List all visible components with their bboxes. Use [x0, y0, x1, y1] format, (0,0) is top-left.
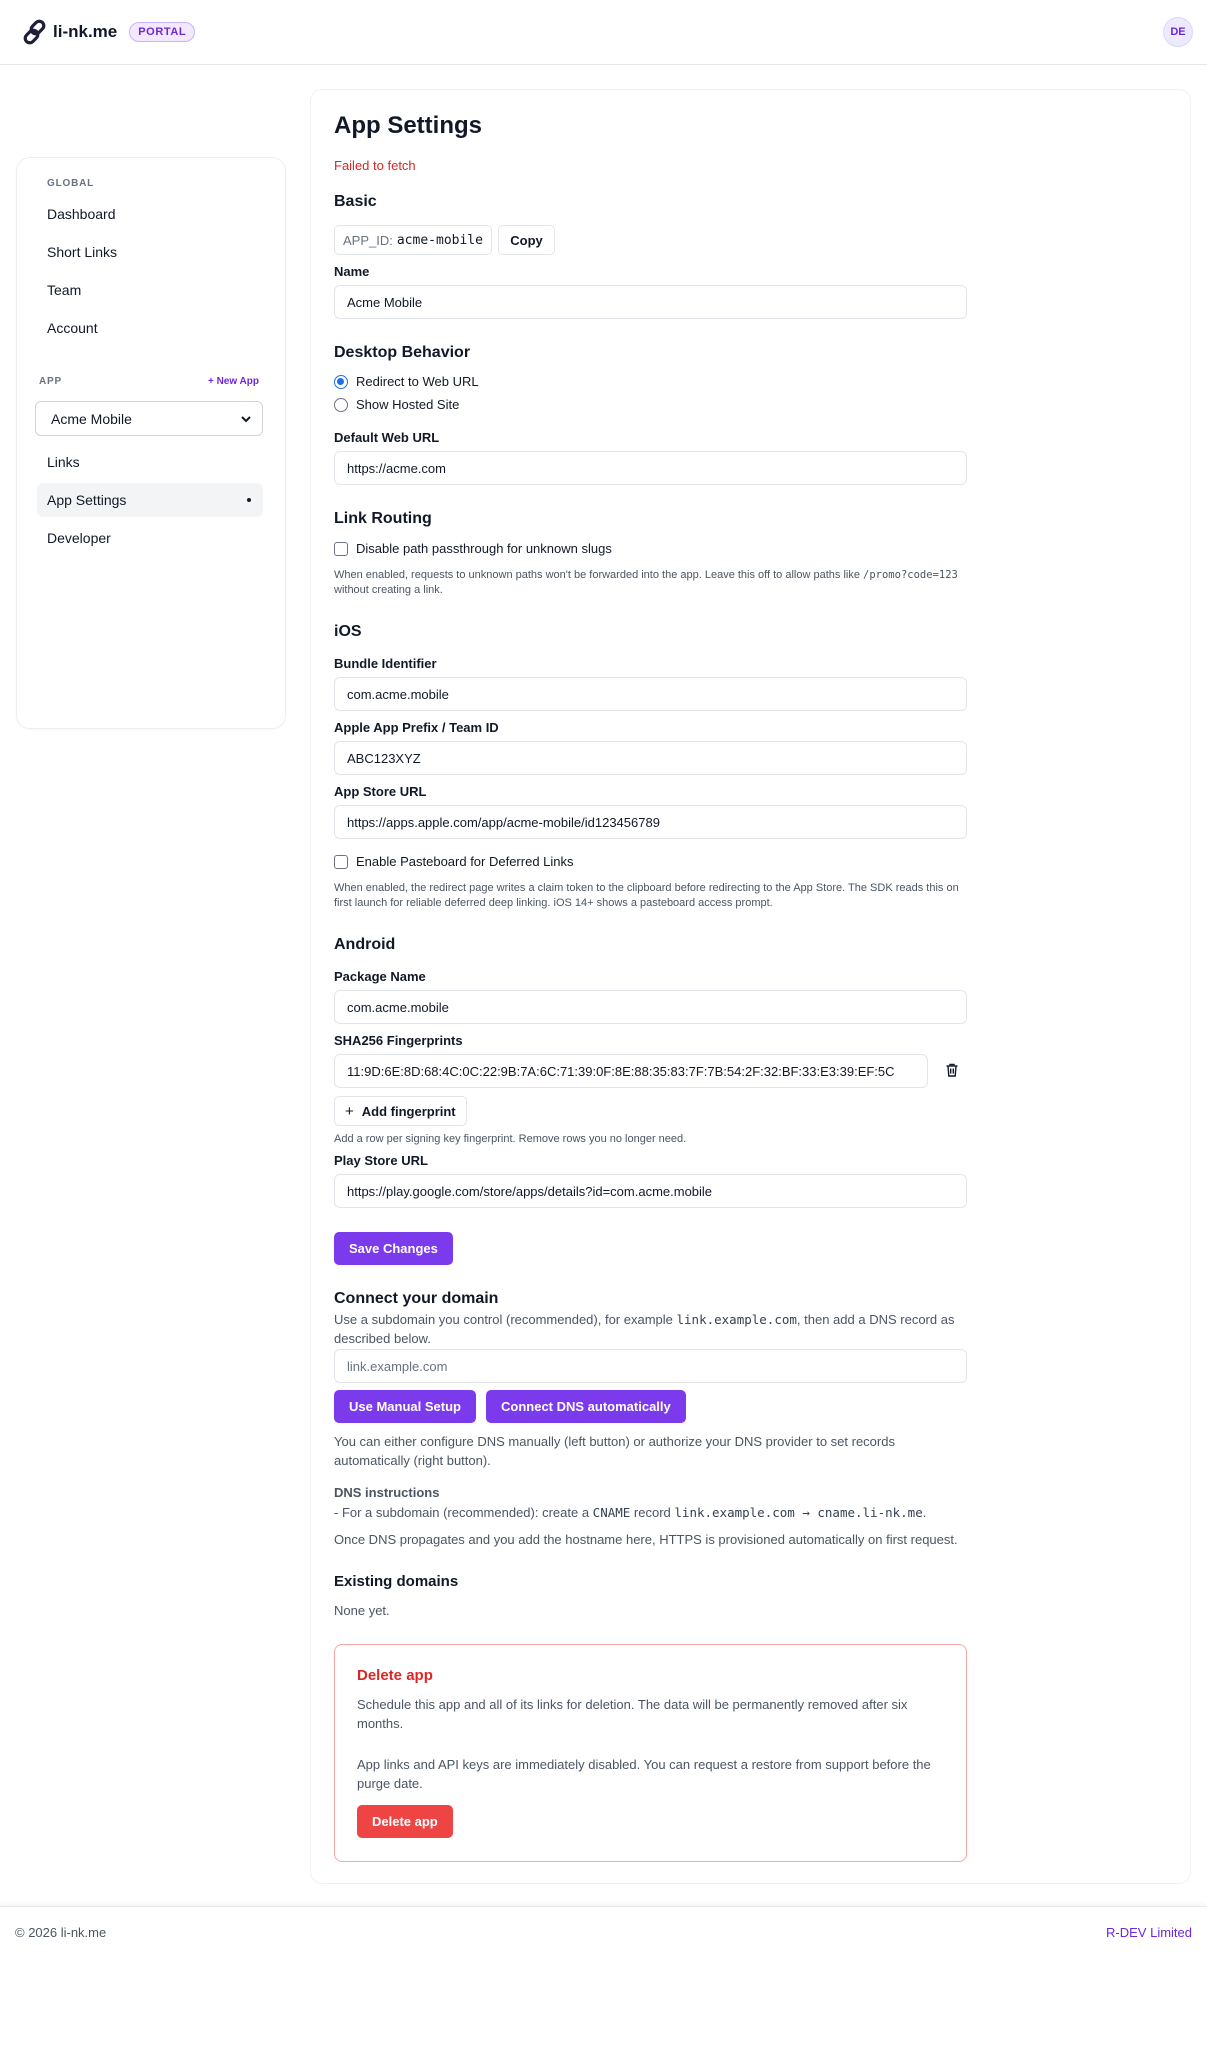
routing-help-text [334, 568, 974, 598]
team-id-label: Apple App Prefix / Team ID [334, 720, 499, 735]
chevron-down-icon [240, 413, 252, 425]
dns-instructions-title: DNS instructions [334, 1485, 440, 1500]
section-domain-heading: Connect your domain [334, 1290, 499, 1307]
fingerprint-help-text: Add a row per signing key fingerprint. Remove rows you no longer need. [334, 1133, 687, 1145]
sidebar-item-team[interactable] [37, 273, 263, 307]
app-id-label: APP_ID: [343, 232, 393, 248]
settings-card [310, 89, 1191, 1884]
domain-description [334, 1310, 974, 1348]
sidebar-item-label: Account [47, 320, 98, 336]
name-label: Name [334, 264, 370, 279]
plus-icon: + [345, 1102, 354, 1120]
delete-app-text-2: App links and API keys are immediately disabled. You can request a restore from support before the purge date. [357, 1757, 931, 1791]
section-android-heading: Android [334, 936, 396, 953]
name-input[interactable]: Acme Mobile [334, 285, 967, 319]
radio-redirect-label: Redirect to Web URL [356, 374, 479, 389]
package-name-label: Package Name [334, 969, 426, 984]
delete-app-title: Delete app [357, 1667, 433, 1684]
dns-propagate-text: Once DNS propagates and you add the hostname here, HTTPS is provisioned automatically on first request. [334, 1532, 958, 1547]
copy-app-id-button[interactable]: Copy [498, 225, 555, 255]
sidebar-item-links[interactable] [37, 445, 263, 479]
sidebar-item-label: Team [47, 282, 82, 298]
passthrough-checkbox-row[interactable] [334, 541, 612, 556]
default-url-input[interactable]: https://acme.com [334, 451, 967, 485]
top-bar [0, 0, 1207, 65]
app-select-value: Acme Mobile [51, 410, 132, 427]
sidebar-item-short-links[interactable] [37, 235, 263, 269]
routing-help-code: /promo?code=123 [863, 569, 958, 581]
brand-logo[interactable] [22, 19, 195, 45]
sidebar-item-app-settings[interactable] [37, 483, 263, 517]
add-fingerprint-label: Add fingerprint [361, 1103, 456, 1119]
sidebar-item-label: Dashboard [47, 206, 116, 222]
radio-hosted[interactable] [334, 398, 348, 412]
dns-code-record: link.example.com → cname.li-nk.me [674, 1505, 923, 1520]
package-name-input[interactable]: com.acme.mobile [334, 990, 967, 1024]
domain-input[interactable]: link.example.com [334, 1349, 967, 1383]
sha256-input[interactable]: 11:9D:6E:8D:68:4C:0C:22:9B:7A:6C:71:39:0F:8E:88:35:83:7F:7B:54:2F:32:BF:33:E3:39:EF:5C [334, 1054, 928, 1088]
domain-desc-post: , then add a DNS record as described below. [334, 1312, 955, 1346]
pasteboard-help-text: When enabled, the redirect page writes a claim token to the clipboard before redirecting to the App Store. The SDK reads this on first launch for reliable deferred deep linking. iOS 14+ shows a pasteboard access prompt. [334, 882, 959, 909]
save-changes-button[interactable]: Save Changes [334, 1232, 453, 1265]
routing-help-post: without creating a link. [334, 584, 443, 596]
brand-name: li-nk.me [53, 22, 118, 41]
app-store-url-input[interactable]: https://apps.apple.com/app/acme-mobile/id123456789 [334, 805, 967, 839]
bundle-id-label: Bundle Identifier [334, 656, 437, 671]
sidebar-item-label: Links [47, 454, 80, 470]
app-id-display [334, 225, 492, 255]
pasteboard-checkbox[interactable] [334, 855, 348, 869]
sidebar-item-developer[interactable] [37, 521, 263, 555]
existing-domains-heading: Existing domains [334, 1573, 459, 1590]
manual-setup-button[interactable]: Use Manual Setup [334, 1390, 476, 1423]
footer-copyright: © 2026 li-nk.me [15, 1925, 107, 1940]
sidebar-item-account[interactable] [37, 311, 263, 345]
trash-icon[interactable] [944, 1062, 960, 1078]
error-message: Failed to fetch [334, 158, 416, 173]
new-app-link[interactable]: + New App [207, 376, 259, 387]
section-basic-heading: Basic [334, 193, 377, 210]
routing-help-pre: When enabled, requests to unknown paths won't be forwarded into the app. Leave this off to allow paths like [334, 569, 864, 581]
dns-mid: record [630, 1505, 675, 1520]
section-desktop-heading: Desktop Behavior [334, 344, 471, 361]
active-dot [247, 498, 251, 502]
app-select[interactable] [35, 401, 263, 436]
app-id-value: acme-mobile [396, 232, 483, 248]
sidebar-item-dashboard[interactable] [37, 197, 263, 231]
radio-redirect[interactable] [334, 375, 348, 389]
radio-hosted-row[interactable] [334, 397, 459, 412]
connect-dns-button[interactable]: Connect DNS automatically [486, 1390, 686, 1423]
user-avatar[interactable]: DE [1163, 17, 1193, 47]
delete-app-text-1: Schedule this app and all of its links for deletion. The data will be permanently removed after six months. [357, 1697, 908, 1731]
pasteboard-checkbox-label: Enable Pasteboard for Deferred Links [356, 854, 574, 869]
page-title: App Settings [334, 112, 482, 139]
portal-badge: PORTAL [129, 22, 195, 42]
sha256-label: SHA256 Fingerprints [334, 1033, 463, 1048]
sidebar-section-app: APP [39, 376, 62, 387]
dns-pre: - For a subdomain (recommended): create a [334, 1505, 593, 1520]
domain-desc-pre: Use a subdomain you control (recommended), for example [334, 1312, 677, 1327]
passthrough-checkbox-label: Disable path passthrough for unknown slugs [356, 541, 612, 556]
section-routing-heading: Link Routing [334, 510, 432, 527]
sidebar [16, 157, 286, 729]
play-store-url-input[interactable]: https://play.google.com/store/apps/details?id=com.acme.mobile [334, 1174, 967, 1208]
dns-code-cname: CNAME [592, 1505, 631, 1520]
domain-desc-code: link.example.com [676, 1312, 797, 1327]
team-id-input[interactable]: ABC123XYZ [334, 741, 967, 775]
radio-hosted-label: Show Hosted Site [356, 397, 460, 412]
dns-post: . [922, 1505, 927, 1520]
existing-domains-empty: None yet. [334, 1603, 390, 1618]
pasteboard-checkbox-row[interactable] [334, 854, 574, 869]
footer [0, 1906, 1207, 2048]
passthrough-checkbox[interactable] [334, 542, 348, 556]
play-store-url-label: Play Store URL [334, 1153, 428, 1168]
sidebar-item-label: Developer [47, 530, 111, 546]
link-icon [22, 19, 48, 45]
sidebar-section-global: GLOBAL [47, 178, 95, 189]
delete-app-button[interactable]: Delete app [357, 1805, 453, 1838]
delete-app-panel [334, 1644, 967, 1862]
footer-company-link[interactable]: R-DEV Limited [1106, 1925, 1192, 1940]
section-ios-heading: iOS [334, 623, 362, 640]
default-url-label: Default Web URL [334, 430, 440, 445]
bundle-id-input[interactable]: com.acme.mobile [334, 677, 967, 711]
sidebar-item-label: Short Links [47, 244, 118, 260]
sidebar-item-label: App Settings [47, 492, 127, 508]
dns-either-text: You can either configure DNS manually (left button) or authorize your DNS provider to set records automatically (right button). [334, 1434, 895, 1468]
app-store-url-label: App Store URL [334, 784, 427, 799]
dns-instructions-text [334, 1503, 994, 1522]
add-fingerprint-button[interactable] [334, 1096, 467, 1126]
radio-redirect-row[interactable] [334, 374, 479, 389]
